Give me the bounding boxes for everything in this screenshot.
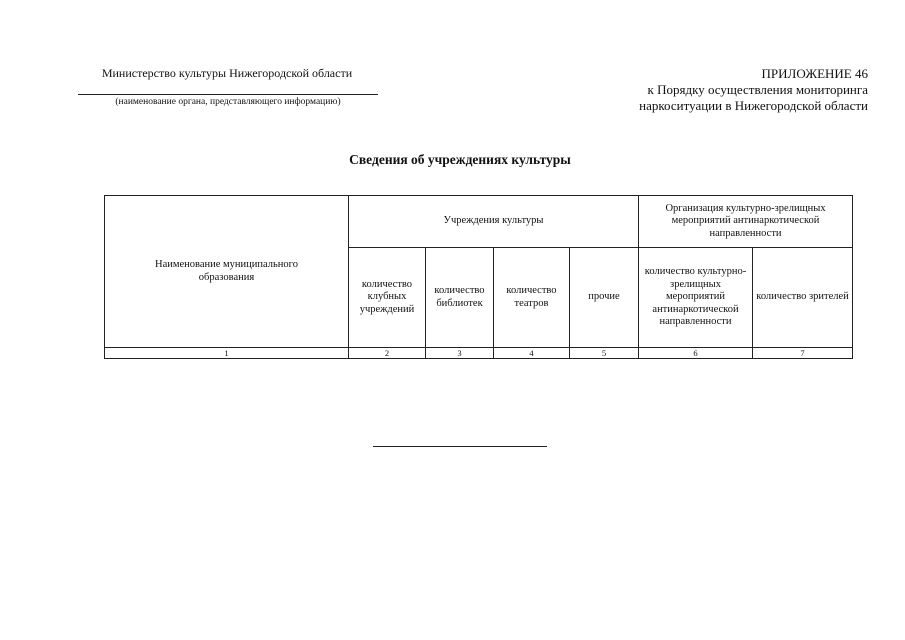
appendix-line: наркоситуации в Нижегородской области	[639, 98, 868, 113]
column-number: 2	[349, 348, 426, 359]
column-number: 1	[105, 348, 349, 359]
header-libraries: количество библиотек	[426, 248, 494, 348]
organization-name: Министерство культуры Нижегородской области	[101, 66, 353, 80]
header-culture-institutions: Учреждения культуры	[349, 196, 639, 248]
header-theaters: количество театров	[494, 248, 570, 348]
column-number: 7	[753, 348, 853, 359]
organization-underline	[78, 94, 378, 95]
footer-separator-line	[373, 446, 547, 447]
appendix-line: к Порядку осуществления мониторинга	[647, 82, 868, 97]
document-title: Сведения об учреждениях культуры	[349, 152, 571, 167]
header-other: прочие	[570, 248, 639, 348]
appendix-reference	[639, 66, 868, 114]
appendix-line: ПРИЛОЖЕНИЕ 46	[761, 66, 868, 81]
column-number: 4	[494, 348, 570, 359]
header-municipality: Наименование муниципального образования	[105, 196, 349, 348]
header-events-group: Организация культурно-зрелищных мероприятий антинаркотической направленности	[639, 196, 853, 248]
column-number: 3	[426, 348, 494, 359]
column-number: 5	[570, 348, 639, 359]
column-number: 6	[639, 348, 753, 359]
organization-caption: (наименование органа, представляющего информацию)	[115, 97, 341, 107]
header-spectators: количество зрителей	[753, 248, 853, 348]
culture-institutions-table	[104, 195, 853, 359]
header-events-count: количество культурно-зрелищных мероприятий антинаркотической направленности	[639, 248, 753, 348]
header-clubs: количество клубных учреждений	[349, 248, 426, 348]
